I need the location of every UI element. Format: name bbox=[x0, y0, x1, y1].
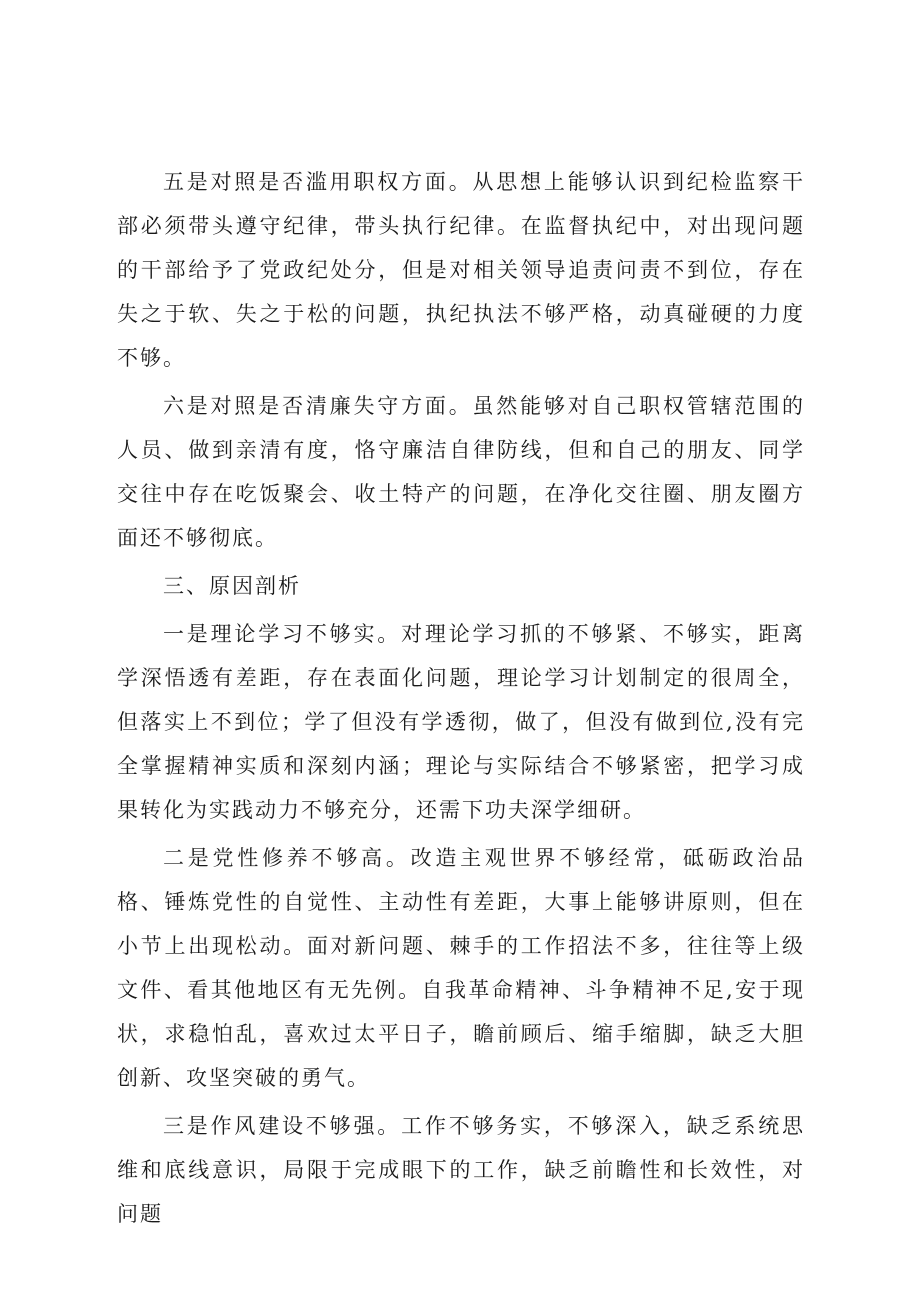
paragraph-party-spirit: 二是党性修养不够高。改造主观世界不够经常，砥砺政治品格、锤炼党性的自觉性、主动性有差距，大事上能够讲原则，但在小节上出现松动。面对新问题、棘手的工作招法不多，往往等上级文件、看其他地区有无先例。自我革命精神、斗争精神不足,安于现状，求稳怕乱，喜欢过太平日子，瞻前顾后、缩手缩脚，缺乏大胆创新、攻坚突破的勇气。 bbox=[117, 846, 805, 1090]
document-page bbox=[117, 160, 805, 1240]
paragraph-theory-study: 一是理论学习不够实。对理论学习抓的不够紧、不够实，距离学深悟透有差距，存在表面化问题，理论学习计划制定的很周全，但落实上不到位；学了但没有学透彻，做了，但没有做到位,没有完全掌握精神实质和深刻内涵；理论与实际结合不够紧密，把学习成果转化为实践动力不够充分，还需下功夫深学细研。 bbox=[117, 622, 805, 822]
section-heading-cause-analysis: 三、原因剖析 bbox=[163, 574, 301, 598]
paragraph-abuse-of-power: 五是对照是否滥用职权方面。从思想上能够认识到纪检监察干部必须带头遵守纪律，带头执行纪律。在监督执纪中，对出现问题的干部给予了党政纪处分，但是对相关领导追责问责不到位，存在失之于软、失之于松的问题，执纪执法不够严格，动真碰硬的力度不够。 bbox=[117, 170, 805, 370]
paragraph-integrity: 六是对照是否清廉失守方面。虽然能够对自己职权管辖范围的人员、做到亲清有度，恪守廉洁自律防线，但和自己的朋友、同学交往中存在吃饭聚会、收土特产的问题，在净化交往圈、朋友圈方面还不够彻底。 bbox=[117, 394, 805, 550]
paragraph-work-style: 三是作风建设不够强。工作不够务实，不够深入，缺乏系统思维和底线意识，局限于完成眼下的工作，缺乏前瞻性和长效性，对问题 bbox=[117, 1114, 805, 1226]
